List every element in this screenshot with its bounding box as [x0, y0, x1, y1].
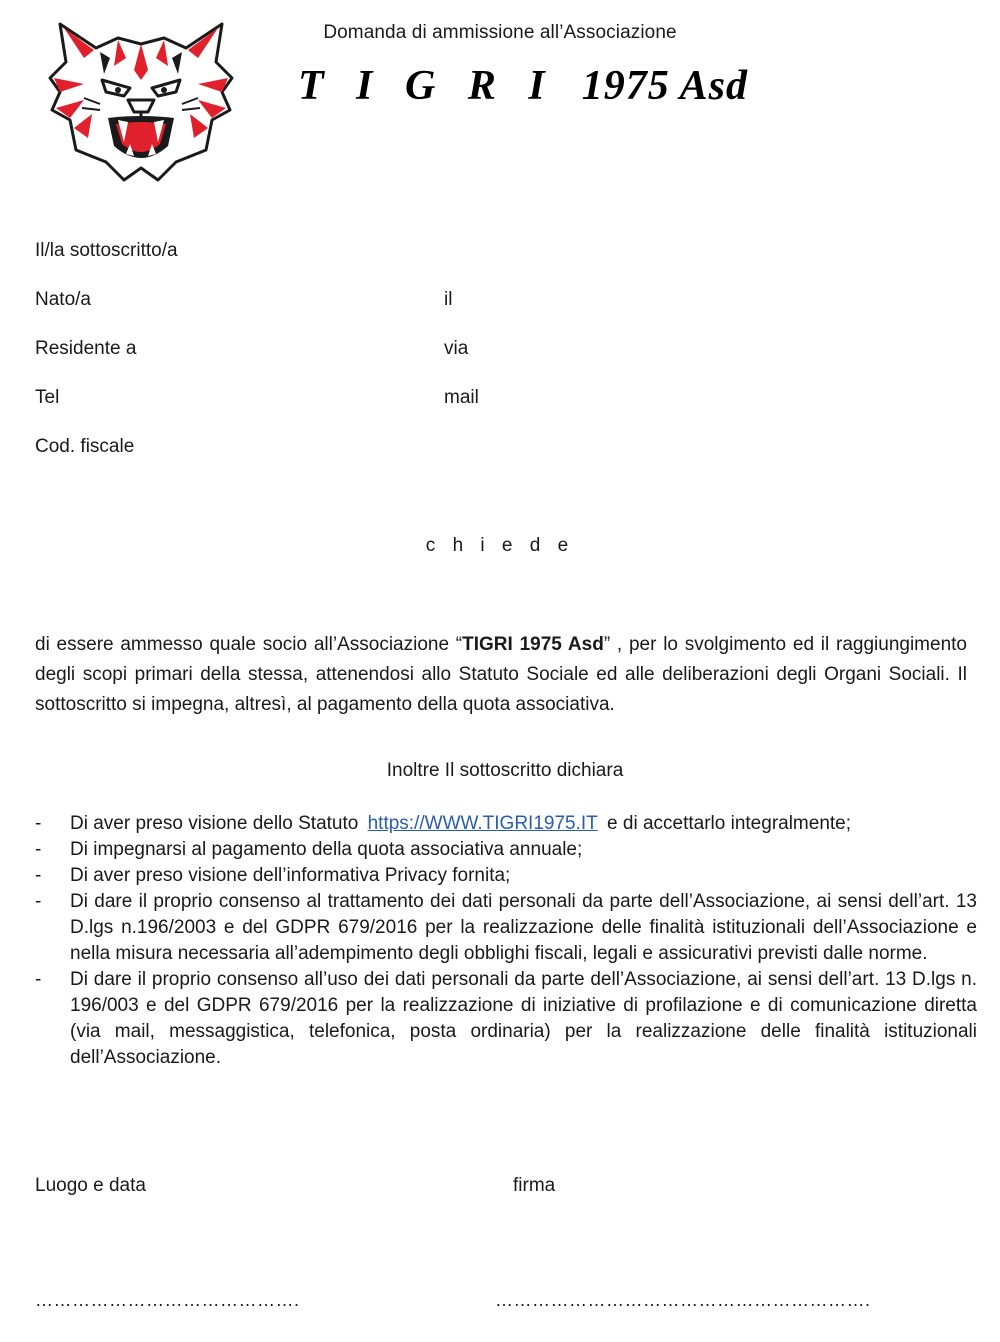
luogo-data-line: …………………………………….	[35, 1290, 300, 1310]
tel-label: Tel	[35, 387, 60, 408]
list-dash: -	[35, 865, 42, 886]
residente-label: Residente a	[35, 338, 137, 359]
declaration-3: Di aver preso visione dell’informativa Privacy fornita;	[70, 865, 511, 886]
title-part-year: 1975 Asd	[581, 63, 749, 109]
declaration-1-after: e di accettarlo integralmente;	[607, 813, 852, 834]
declarations-list	[35, 811, 977, 1071]
statuto-link[interactable]: https://WWW.TIGRI1975.IT	[367, 813, 598, 834]
firma-label: firma	[513, 1175, 556, 1196]
list-dash: -	[35, 969, 42, 990]
document-title	[298, 62, 818, 110]
list-item	[35, 889, 977, 967]
declaration-2: Di impegnarsi al pagamento della quota associativa annuale;	[70, 839, 583, 860]
chiede-heading: c h i e d e	[425, 535, 575, 556]
list-dash: -	[35, 839, 42, 860]
list-item	[35, 811, 977, 837]
list-dash: -	[35, 891, 42, 912]
sottoscritto-label: Il/la sottoscritto/a	[35, 240, 178, 261]
title-part-tigri: T I G R I	[298, 63, 556, 109]
list-item	[35, 967, 977, 1071]
list-dash: -	[35, 813, 42, 834]
luogo-data-label: Luogo e data	[35, 1175, 146, 1196]
request-text-before: di essere ammesso quale socio all’Associazione “	[35, 634, 463, 655]
list-item	[35, 863, 977, 889]
declaration-4: Di dare il proprio consenso al trattamento dei dati personali da parte dell’Associazione, ai sensi dell’art. 13 D.lgs n.196/2003 e del GDPR 679/2016 per la realizzazione delle finalità istituzionali dell’Associazione e nella misura necessaria all’adempimento degli obblighi fiscali, legali e assicurativi previsti dalle norme.	[70, 891, 977, 964]
document-subtitle: Domanda di ammissione all’Associazione	[323, 22, 677, 43]
firma-line: …………………………………………………….	[495, 1290, 871, 1310]
il-label: il	[444, 289, 453, 310]
request-association-name: TIGRI 1975 Asd	[462, 634, 604, 655]
declaration-5: Di dare il proprio consenso all’uso dei dati personali da parte dell’Associazione, ai sensi dell’art. 13 D.lgs n. 196/003 e del GDPR 679/2016 per la realizzazione di iniziative di profilazione e di comunicazione diretta (via mail, messaggistica, telefonica, posta ordinaria) per la realizzazione delle finalità istituzionali dell’Associazione.	[70, 969, 977, 1068]
declaration-1-before: Di aver preso visione dello Statuto	[70, 813, 359, 834]
nato-label: Nato/a	[35, 289, 91, 310]
codfiscale-label: Cod. fiscale	[35, 436, 135, 457]
mail-label: mail	[444, 387, 479, 408]
request-text-after: ” , per lo svolgimento ed il raggiungimento degli scopi primari della stessa, attenendosi allo Statuto Sociale ed alle deliberazioni degli Organi Sociali. Il sottoscritto si impegna, altresì, al pagamento della quota associativa.	[35, 634, 967, 715]
dichiara-heading: Inoltre Il sottoscritto dichiara	[386, 760, 624, 781]
request-paragraph	[35, 630, 967, 720]
via-label: via	[444, 338, 469, 359]
list-item	[35, 837, 977, 863]
